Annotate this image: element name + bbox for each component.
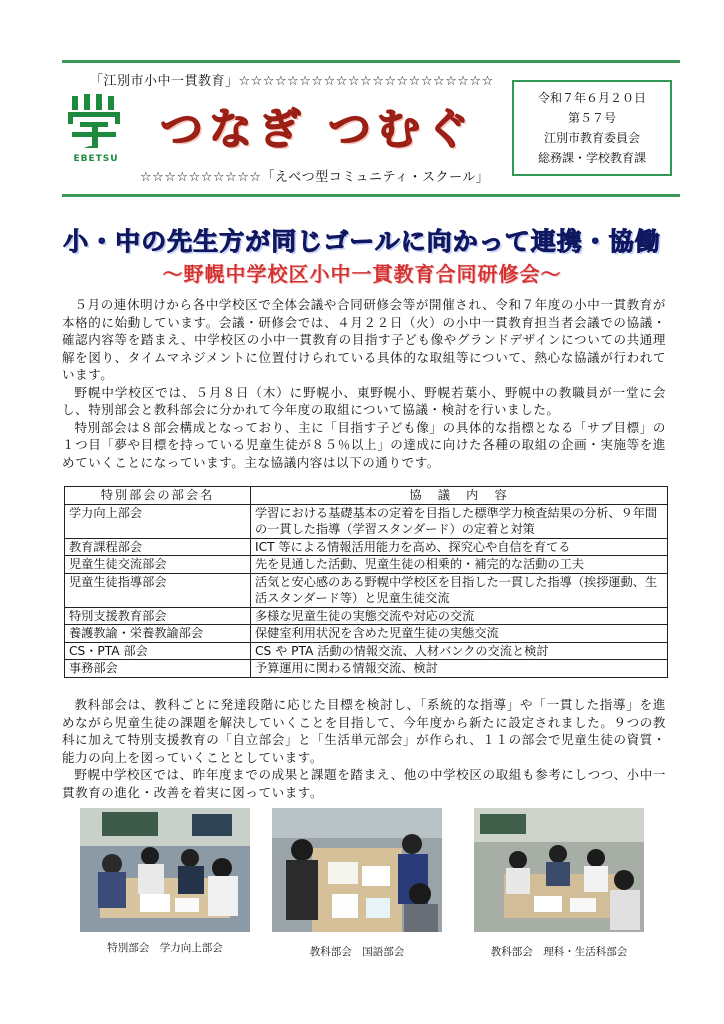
subtitle-line: ☆☆☆☆☆☆☆☆☆☆「えべつ型コミュニティ・スクール」 xyxy=(140,170,490,185)
committee-name: 学力向上部会 xyxy=(65,504,251,538)
header-top-rule xyxy=(62,60,680,63)
paragraph-2: 野幌中学校区では、５月８日（木）に野幌小、東野幌小、野幌若葉小、野幌中の教職員が一堂に会し、特別部会と教科部会に分かれて今年度の取組について協議・検討を行いました。 xyxy=(62,384,666,417)
header-bottom-rule xyxy=(62,194,680,197)
table-row xyxy=(65,625,668,643)
newsletter-title: つなぎ つむぐ xyxy=(160,105,475,155)
committee-content: 活気と安心感のある野幌中学校区を目指した一貫した指導（挨拶運動、生活スタンダード等）と児童生徒交流 xyxy=(251,573,668,607)
table-header-name: 特別部会の部会名 xyxy=(65,487,251,505)
photo-caption-3: 教科部会 理科・生活科部会 xyxy=(490,946,628,958)
committee-content: 保健室利用状況を含めた児童生徒の実態交流 xyxy=(251,625,668,643)
series-label: 「江別市小中一貫教育」☆☆☆☆☆☆☆☆☆☆☆☆☆☆☆☆☆☆☆☆☆ xyxy=(90,74,494,89)
article-body-continued xyxy=(62,696,666,801)
paragraph-4: 教科部会は、教科ごとに発達段階に応じた目標を検討し、「系統的な指導」や「一貫した指導」を進めながら児童生徒の課題を解決していくことを目指して、今年度から新たに設定されました。９つの教科に加えて特別支援教育の「自立部会」と「生活単元部会」が作られ、１１の部会で児童生徒の資質・能力の向上を図っていくこととしています。 xyxy=(62,697,666,765)
issue-info-box xyxy=(512,80,672,176)
article-subheadline: ～野幌中学校区小中一貫教育合同研修会～ xyxy=(162,262,562,286)
committee-name: 特別支援教育部会 xyxy=(65,607,251,625)
photo-kokugo-meeting xyxy=(272,808,442,932)
committee-content: 学習における基礎基本の定着を目指した標準学力検査結果の分析、９年間の一貫した指導（学習スタンダード）の定着と対策 xyxy=(251,504,668,538)
paragraph-1: ５月の連休明けから各中学校区で全体会議や合同研修会等が開催され、令和７年度の小中一貫教育が本格的に始動しています。会議・研修会では、４月２２日（火）の小中一貫教育担当者会議での協議・確認内容等を踏まえ、中学校区の小中一貫教育の目指す子ども像やグランドデザインについての共通理解を図り、タイムマネジメントに位置付けられている具体的な取組等について、熱心な協議が行われています。 xyxy=(62,297,666,382)
photo-caption-1: 特別部会 学力向上部会 xyxy=(107,942,223,954)
table-row xyxy=(65,556,668,574)
table-row xyxy=(65,573,668,607)
photo-rika-meeting xyxy=(474,808,644,932)
table-row xyxy=(65,504,668,538)
committee-name: 児童生徒指導部会 xyxy=(65,573,251,607)
meeting-photo-icon xyxy=(80,808,250,932)
table-row xyxy=(65,660,668,678)
issue-number: 第５７号 xyxy=(567,111,616,125)
meeting-photo-icon xyxy=(272,808,442,932)
photo-caption-2: 教科部会 国語部会 xyxy=(309,946,405,958)
paragraph-3: 特別部会は８部会構成となっており、主に「目指す子ども像」の具体的な指標となる「サブ目標」の１つ目「夢や目標を持っている児童生徒が８５％以上」の達成に向けた各種の取組の企画・実施等を進めていくことになっています。主な協議内容は以下の通りです。 xyxy=(62,419,666,470)
table-header-row xyxy=(65,487,668,505)
paragraph-5: 野幌中学校区では、昨年度までの成果と課題を踏まえ、他の中学校区の取組も参考にしつつ、小中一貫教育の進化・改善を着実に図っています。 xyxy=(62,767,666,800)
committee-table xyxy=(64,486,668,678)
department: 総務課・学校教育課 xyxy=(537,151,646,165)
table-header-content: 協 議 内 容 xyxy=(251,487,668,505)
article-headline: 小・中の先生方が同じゴールに向かって連携・協働 xyxy=(63,227,661,256)
article-body xyxy=(62,296,666,471)
committee-content: 多様な児童生徒の実態交流や対応の交流 xyxy=(251,607,668,625)
table-row xyxy=(65,642,668,660)
publisher: 江別市教育委員会 xyxy=(543,131,640,145)
photo-gakuryoku-meeting xyxy=(80,808,250,932)
committee-content: CS や PTA 活動の情報交流、人材バンクの交流と検討 xyxy=(251,642,668,660)
committee-name: 事務部会 xyxy=(65,660,251,678)
meeting-photo-icon xyxy=(474,808,644,932)
table-row xyxy=(65,538,668,556)
committee-name: 児童生徒交流部会 xyxy=(65,556,251,574)
committee-name: 養護教諭・栄養教諭部会 xyxy=(65,625,251,643)
committee-content: 先を見通した活動、児童生徒の相乗的・補完的な活動の工夫 xyxy=(251,556,668,574)
table-row xyxy=(65,607,668,625)
logo-text: EBETSU xyxy=(73,154,119,164)
committee-name: 教育課程部会 xyxy=(65,538,251,556)
ebetsu-logo xyxy=(62,92,130,162)
committee-content: 予算運用に関わる情報交流、検討 xyxy=(251,660,668,678)
issue-date: 令和７年６月２０日 xyxy=(537,91,646,105)
school-crest-icon xyxy=(62,92,130,150)
committee-content: ICT 等による情報活用能力を高め、探究心や自信を育てる xyxy=(251,538,668,556)
committee-name: CS・PTA 部会 xyxy=(65,642,251,660)
